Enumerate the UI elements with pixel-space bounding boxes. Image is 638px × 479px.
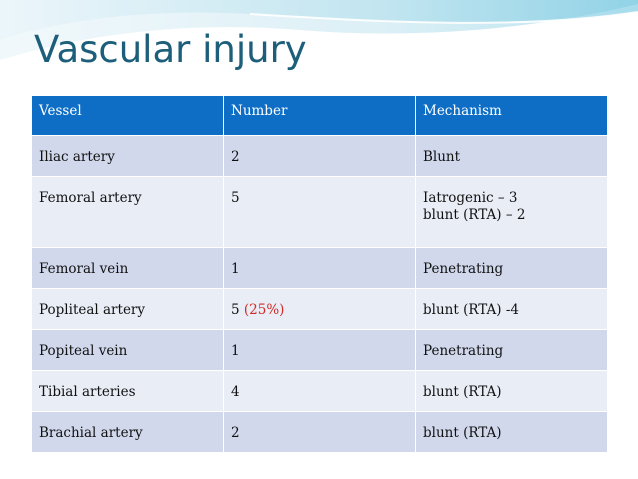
vessel-cell: Popliteal artery [32, 289, 224, 330]
header-number: Number [224, 96, 416, 136]
vessel-cell: Iliac artery [32, 136, 224, 177]
number-value: 5 [231, 302, 240, 318]
mechanism-cell: blunt (RTA) [416, 371, 608, 412]
vessel-cell: Popiteal vein [32, 330, 224, 371]
number-cell: 1 [224, 330, 416, 371]
table-row [32, 177, 608, 248]
vessel-cell: Femoral vein [32, 248, 224, 289]
vessel-cell: Tibial arteries [32, 371, 224, 412]
mechanism-cell: blunt (RTA) -4 [416, 289, 608, 330]
number-cell [224, 289, 416, 330]
mechanism-cell: blunt (RTA) [416, 412, 608, 453]
number-cell: 5 [224, 177, 416, 248]
percentage-note: (25%) [243, 302, 285, 318]
header-vessel: Vessel [32, 96, 224, 136]
number-cell: 1 [224, 248, 416, 289]
slide-title: Vascular injury [34, 28, 307, 71]
vascular-injury-table [31, 95, 608, 453]
number-cell: 4 [224, 371, 416, 412]
table-header-row [32, 96, 608, 136]
mechanism-line: Iatrogenic – 3 [423, 190, 518, 206]
table-row [32, 136, 608, 177]
mechanism-cell [416, 177, 608, 248]
table-row [32, 371, 608, 412]
mechanism-cell: Penetrating [416, 248, 608, 289]
mechanism-cell: Blunt [416, 136, 608, 177]
number-cell: 2 [224, 136, 416, 177]
vessel-cell: Femoral artery [32, 177, 224, 248]
table-row [32, 248, 608, 289]
table-row [32, 330, 608, 371]
number-cell: 2 [224, 412, 416, 453]
header-mechanism: Mechanism [416, 96, 608, 136]
vessel-cell: Brachial artery [32, 412, 224, 453]
table-row [32, 412, 608, 453]
mechanism-cell: Penetrating [416, 330, 608, 371]
table-row [32, 289, 608, 330]
mechanism-line: blunt (RTA) – 2 [423, 207, 526, 223]
